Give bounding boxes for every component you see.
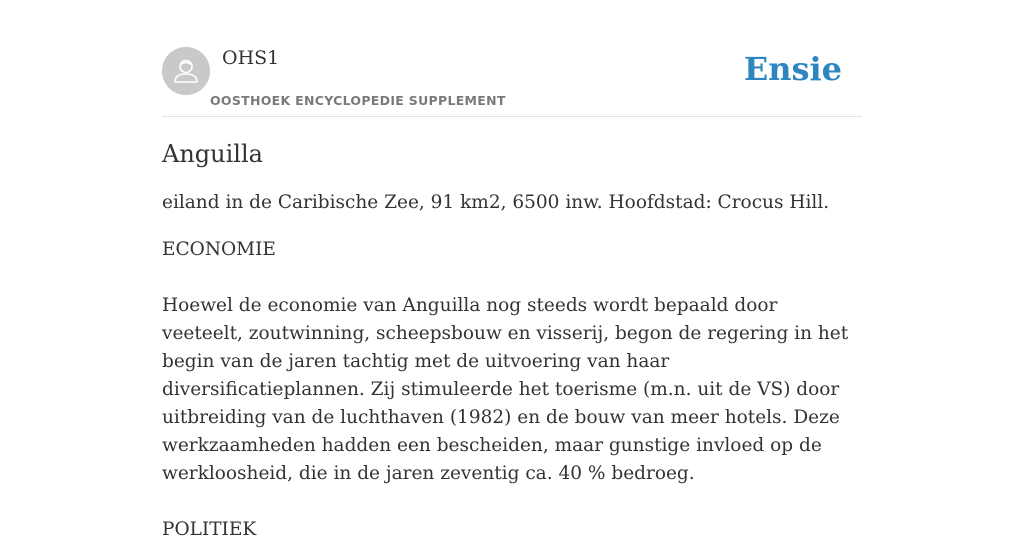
user-icon	[162, 47, 210, 95]
section-heading-politiek: POLITIEK	[162, 519, 257, 540]
entry-intro: eiland in de Caribische Zee, 91 km2, 6500 inw. Hoofdstad: Crocus Hill.	[162, 192, 830, 213]
entry-title: Anguilla	[162, 140, 263, 168]
source-name: OOSTHOEK ENCYCLOPEDIE SUPPLEMENT	[210, 93, 506, 108]
source-avatar[interactable]	[162, 47, 210, 95]
section-heading-economie: ECONOMIE	[162, 239, 276, 260]
entry-content	[162, 138, 862, 544]
section-text-economie: Hoewel de economie van Anguilla nog steeds wordt bepaald door veeteelt, zoutwinning, scheepsbouw en visserij, begon de regering in het begin van de jaren tachtig met de uitvoering van haar diversificatieplannen. Zij stimuleerde het toerisme (m.n. uit de VS) door uitbreiding van de luchthaven (1982) en de bouw van meer hotels. Deze werkzaamheden hadden een bescheiden, maar gunstige invloed op de werkloosheid, die in de jaren zeventig ca. 40 % bedroeg.	[162, 295, 849, 484]
ensie-logo[interactable]: Ensie	[743, 50, 842, 88]
entry-header	[162, 0, 862, 117]
source-code[interactable]: OHS1	[222, 47, 280, 69]
